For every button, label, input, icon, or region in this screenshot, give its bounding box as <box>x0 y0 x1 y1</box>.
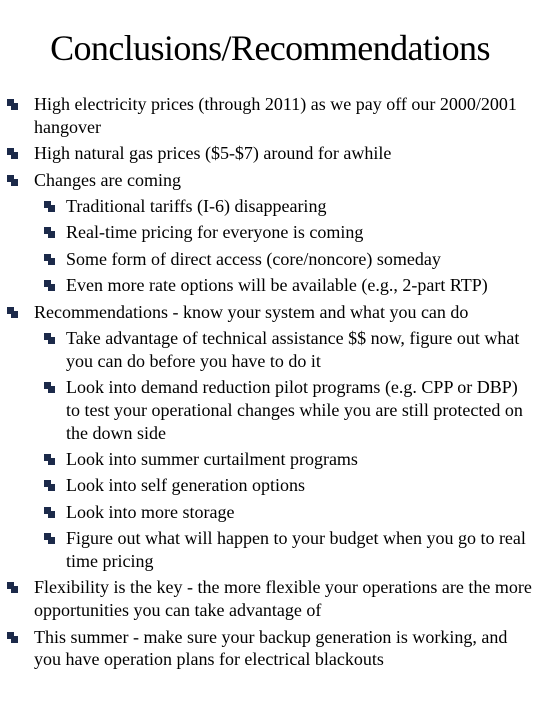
sub-bullet-item <box>0 527 526 573</box>
bullet-item <box>0 576 534 622</box>
bullet-text: High electricity prices (through 2011) as we pay off our 2000/2001 hangover <box>34 94 517 137</box>
square-bullet-icon <box>44 533 55 544</box>
bullet-list <box>0 93 540 675</box>
square-bullet-icon <box>44 201 55 212</box>
bullet-item <box>0 142 534 165</box>
sub-bullet-item <box>0 327 526 373</box>
bullet-text: Flexibility is the key - the more flexible your operations are the more opportunities you can take advantage of <box>34 577 532 621</box>
sub-bullet-item <box>0 448 526 471</box>
bullet-text: Look into summer curtailment programs <box>66 449 358 470</box>
bullet-text: Changes are coming <box>34 169 181 190</box>
square-bullet-icon <box>7 632 18 643</box>
bullet-item <box>0 93 534 139</box>
bullet-text: High natural gas prices ($5-$7) around for awhile <box>34 143 392 164</box>
sub-bullet-item <box>0 501 526 524</box>
square-bullet-icon <box>44 454 55 465</box>
bullet-text: Traditional tariffs (I-6) disappearing <box>66 195 327 216</box>
bullet-item <box>0 301 534 324</box>
square-bullet-icon <box>44 382 55 393</box>
bullet-text: This summer - make sure your backup generation is working, and you have operation plans for electrical blackouts <box>34 626 508 670</box>
bullet-text: Look into self generation options <box>66 475 305 496</box>
square-bullet-icon <box>7 148 18 159</box>
bullet-item <box>0 169 534 192</box>
square-bullet-icon <box>7 582 18 593</box>
bullet-text: Figure out what will happen to your budget when you go to real time pricing <box>66 528 526 572</box>
square-bullet-icon <box>44 480 55 491</box>
square-bullet-icon <box>44 254 55 265</box>
square-bullet-icon <box>7 99 18 110</box>
sub-bullet-item <box>0 248 526 271</box>
sub-bullet-item <box>0 274 526 297</box>
bullet-item <box>0 626 534 672</box>
bullet-text: Recommendations - know your system and what you can do <box>34 301 469 322</box>
square-bullet-icon <box>44 507 55 518</box>
square-bullet-icon <box>44 280 55 291</box>
bullet-text: Real-time pricing for everyone is coming <box>66 222 364 243</box>
sub-bullet-item <box>0 376 526 444</box>
sub-bullet-item <box>0 221 526 244</box>
square-bullet-icon <box>44 333 55 344</box>
bullet-text: Some form of direct access (core/noncore) someday <box>66 248 441 269</box>
slide-title: Conclusions/Recommendations <box>50 28 490 68</box>
bullet-text: Take advantage of technical assistance $$ now, figure out what you can do before you have to do it <box>66 327 520 371</box>
sub-bullet-item <box>0 474 526 497</box>
bullet-text: Even more rate options will be available (e.g., 2-part RTP) <box>66 275 488 296</box>
sub-bullet-item <box>0 195 526 218</box>
bullet-text: Look into more storage <box>66 501 235 522</box>
square-bullet-icon <box>7 307 18 318</box>
square-bullet-icon <box>44 227 55 238</box>
bullet-text: Look into demand reduction pilot programs (e.g. CPP or DBP) to test your operational changes while you are still protected on the down side <box>66 377 523 443</box>
square-bullet-icon <box>7 175 18 186</box>
